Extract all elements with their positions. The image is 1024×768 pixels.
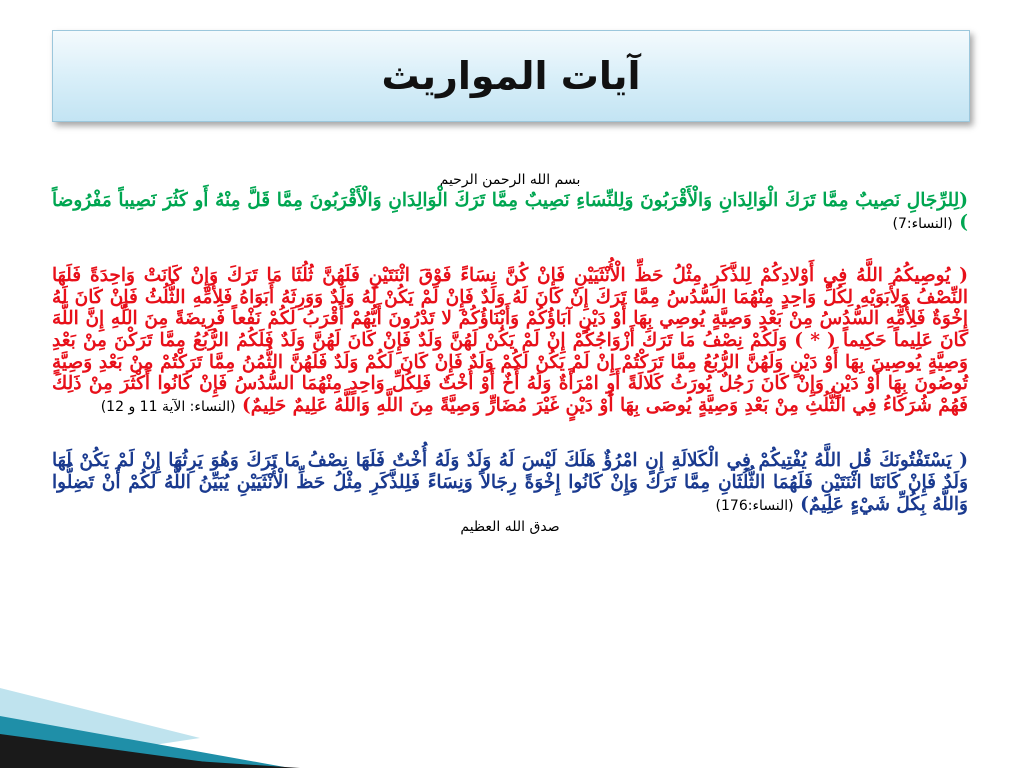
slide-content: [52, 166, 968, 535]
corner-swoosh-decoration: [0, 638, 1024, 768]
verse-nisa-7: [52, 190, 968, 235]
verse-text: (لِلرِّجَالِ نَصِيبٌ مِمَّا تَرَكَ الْوَالِدَانِ وَالْأَقْرَبُونَ وَلِلنِّسَاءِ نَصِيبٌ مِمَّا تَرَكَ الْوَالِدَانِ وَالْأَقْرَبُونَ مِمَّا قَلَّ مِنْهُ أَو كَثُرَ نَصِيباً مَفْرُوضاً ): [52, 190, 968, 233]
basmala: بسم الله الرحمن الرحيم: [439, 172, 581, 188]
closing-phrase: صدق الله العظيم: [460, 519, 560, 536]
verse-nisa-11-12: [52, 265, 968, 418]
verse-reference: (النساء:176): [715, 497, 794, 514]
verse-text: ( يُوصِيكُمُ اللَّهُ فِي أَوْلادِكُمْ لِلذَّكَرِ مِثْلُ حَظِّ الْأُنْثَيَيْنِ فَإِنْ كُنَّ نِسَاءً فَوْقَ اثْنَتَيْنِ فَلَهُنَّ ثُلُثَا مَا تَرَكَ وَإِنْ كَانَتْ وَاحِدَةً فَلَهَا النِّصْفُ وَلِأَبَوَيْهِ لِكُلِّ وَاحِدٍ مِنْهُمَا السُّدُسُ مِمَّا تَرَكَ إِنْ كَانَ لَهُ وَلَدٌ فَإِنْ لَمْ يَكُنْ لَهُ وَلَدٌ وَوَرِثَهُ أَبَوَاهُ فَلِأُمِّهِ الثُّلُثُ فَإِنْ كَانَ لَهُ إِخْوَةٌ فَلِأُمِّهِ السُّدُسُ مِنْ بَعْدِ وَصِيَّةٍ يُوصِي بِهَا أَوْ دَيْنٍ آبَاؤُكُمْ وَأَبْنَاؤُكُمْ لا تَدْرُونَ أَيُّهُمْ أَقْرَبُ لَكُمْ نَفْعاً فَرِيضَةً مِنَ اللَّهِ إِنَّ اللَّهَ كَانَ عَلِيماً حَكِيماً ( * ) وَلَكُمْ نِصْفُ مَا تَرَكَ أَزْوَاجُكُمْ إِنْ لَمْ يَكُنْ لَهُنَّ وَلَدٌ فَإِنْ كَانَ لَهُنَّ وَلَدٌ فَلَكُمُ الرُّبُعُ مِمَّا تَرَكْنَ مِنْ بَعْدِ وَصِيَّةٍ يُوصِينَ بِهَا أَوْ دَيْنٍ وَلَهُنَّ الرُّبُعُ مِمَّا تَرَكْتُمْ إِنْ لَمْ يَكُنْ لَكُمْ وَلَدٌ فَإِنْ كَانَ لَكُمْ وَلَدٌ فَلَهُنَّ الثُّمُنُ مِمَّا تَرَكْتُمْ مِنْ بَعْدِ وَصِيَّةٍ تُوصُونَ بِهَا أَوْ دَيْنٍ وَإِنْ كَانَ رَجُلٌ يُورَثُ كَلالَةً أَوِ امْرَأَةٌ وَلَهُ أَخٌ أَوْ أُخْتٌ فَلِكُلِّ وَاحِدٍ مِنْهُمَا السُّدُسُ فَإِنْ كَانُوا أَكْثَرَ مِنْ ذَلِكَ فَهُمْ شُرَكَاءُ فِي الثُّلُثِ مِنْ بَعْدِ وَصِيَّةٍ يُوصَى بِهَا أَوْ دَيْنٍ غَيْرَ مُضَارٍّ وَصِيَّةً مِنَ اللَّهِ وَاللَّهُ عَلِيمٌ حَلِيمٌ): [52, 265, 968, 416]
verse-reference: (النساء: الآية 11 و 12): [100, 398, 236, 415]
verse-text: ( يَسْتَفْتُونَكَ قُلِ اللَّهُ يُفْتِيكُمْ فِي الْكَلالَةِ إِنِ امْرُؤٌ هَلَكَ لَيْسَ لَهُ وَلَدٌ وَلَهُ أُخْتٌ فَلَهَا نِصْفُ مَا تَرَكَ وَهُوَ يَرِثُهَا إِنْ لَمْ يَكُنْ لَهَا وَلَدٌ فَإِنْ كَانَتَا اثْنَتَيْنِ فَلَهُمَا الثُّلُثَانِ مِمَّا تَرَكَ وَإِنْ كَانُوا إِخْوَةً رِجَالاً وَنِسَاءً فَلِلذَّكَرِ مِثْلُ حَظِّ الْأُنْثَيَيْنِ يُبَيِّنُ اللَّهُ لَكُمْ أَنْ تَضِلُّوا وَاللَّهُ بِكُلِّ شَيْءٍ عَلِيمٌ): [52, 450, 968, 515]
verse-reference: (النساء:7): [892, 215, 953, 232]
title-banner: [52, 30, 970, 122]
verse-nisa-176: [52, 450, 968, 517]
slide-title: آيات المواريث: [381, 54, 641, 98]
